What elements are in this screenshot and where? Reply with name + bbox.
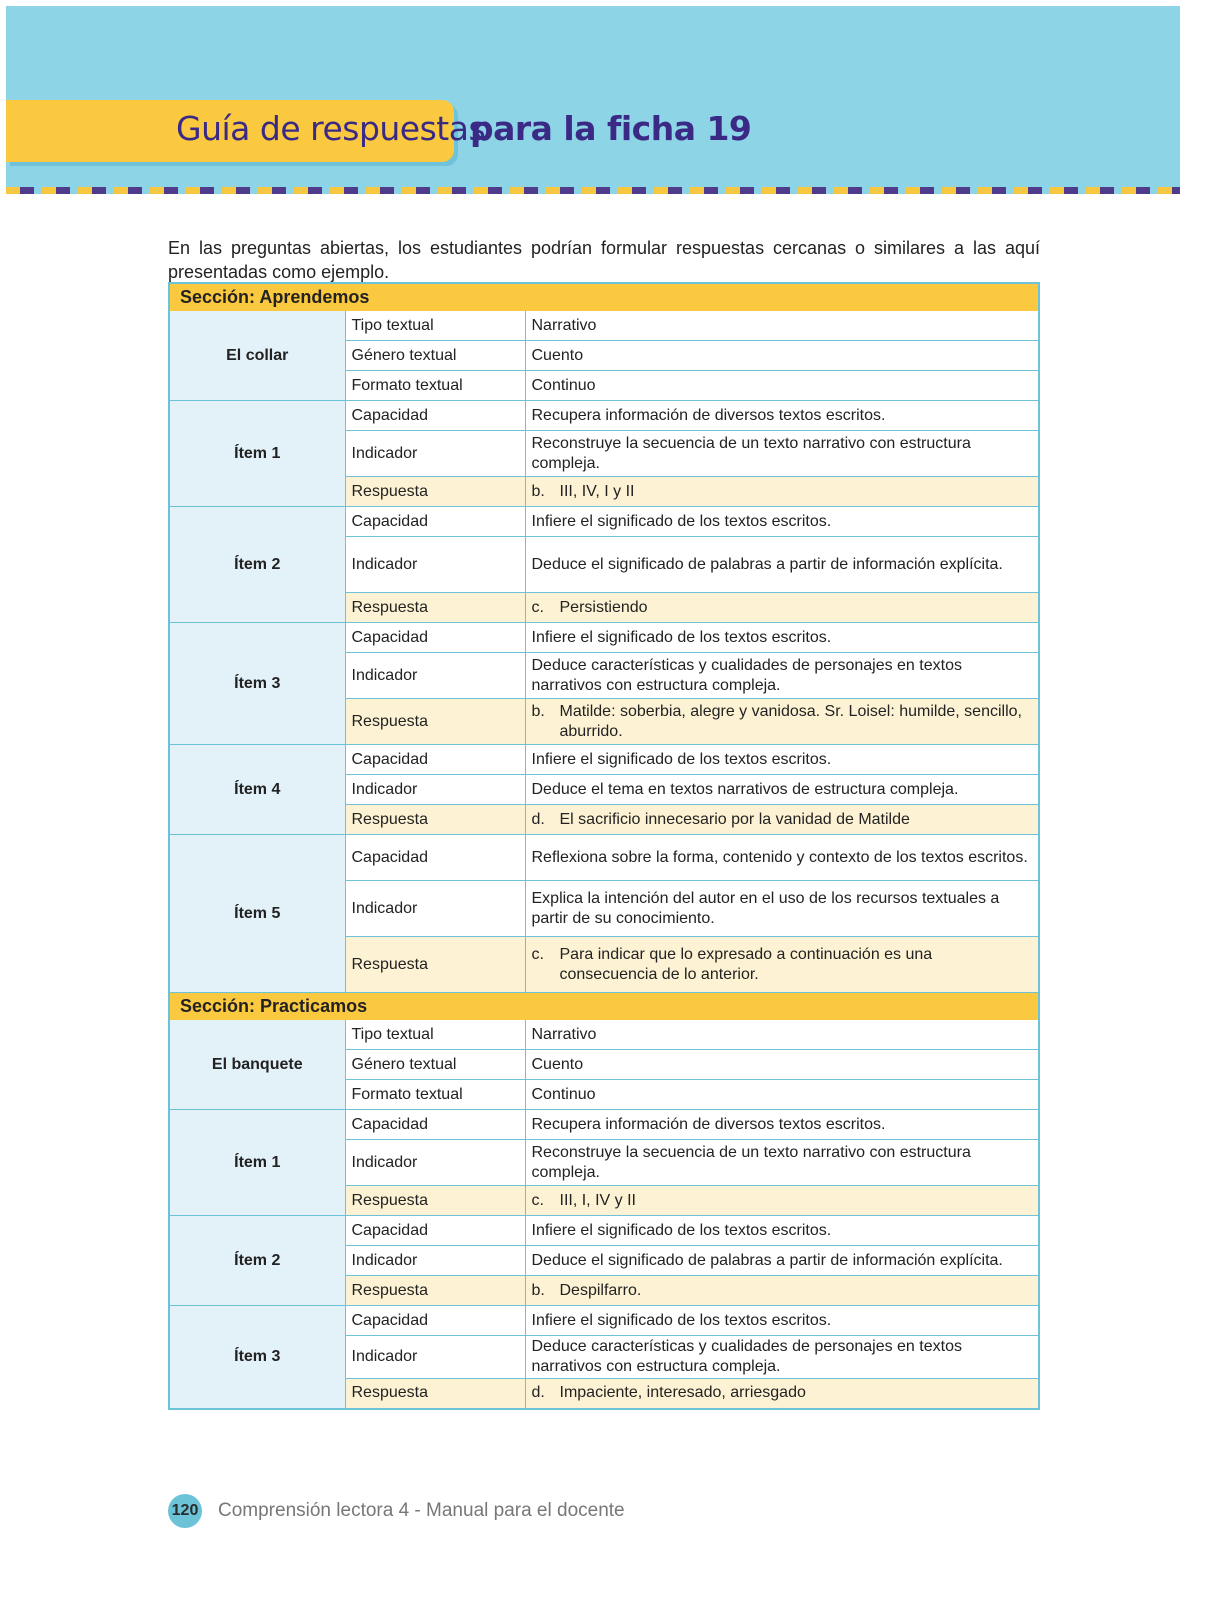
row-value: Explica la intención del autor en el uso de los recursos textuales a partir de su conocimiento. [525, 881, 1039, 937]
row-key: Indicador [345, 881, 525, 937]
page-number: 120 [168, 1494, 202, 1528]
row-key: Capacidad [345, 1110, 525, 1140]
row-key: Respuesta [345, 593, 525, 623]
answer-option: b. [531, 702, 545, 720]
row-value: Infiere el significado de los textos escritos. [525, 1216, 1039, 1246]
intro-paragraph: En las preguntas abiertas, los estudiantes podrían formular respuestas cercanas o similares a las aquí presentadas como ejemplo. [168, 238, 1040, 282]
group-label: Ítem 4 [169, 745, 345, 835]
row-key: Capacidad [345, 623, 525, 653]
row-value: Reflexiona sobre la forma, contenido y contexto de los textos escritos. [525, 835, 1039, 881]
row-value [525, 593, 1039, 623]
page-subtitle: para la ficha 19 [470, 109, 752, 148]
table-row [169, 1110, 1039, 1140]
row-value [525, 1186, 1039, 1216]
table-row [169, 507, 1039, 537]
row-value: Continuo [525, 1080, 1039, 1110]
answer-option: c. [531, 1191, 544, 1209]
row-key: Capacidad [345, 835, 525, 881]
group-label: Ítem 1 [169, 1110, 345, 1216]
row-value [525, 805, 1039, 835]
row-value: Deduce el tema en textos narrativos de estructura compleja. [525, 775, 1039, 805]
table-row [169, 623, 1039, 653]
answer-text: Matilde: soberbia, alegre y vanidosa. Sr. Loisel: humilde, sencillo, aburrido. [559, 702, 1022, 740]
page-title: Guía de respuestas [176, 109, 486, 148]
row-value: Infiere el significado de los textos escritos. [525, 745, 1039, 775]
row-value: Infiere el significado de los textos escritos. [525, 507, 1039, 537]
row-value: Infiere el significado de los textos escritos. [525, 1306, 1039, 1336]
table-row [169, 745, 1039, 775]
row-key: Formato textual [345, 371, 525, 401]
row-value: Deduce características y cualidades de personajes en textos narrativos con estructura compleja. [525, 653, 1039, 699]
row-key: Tipo textual [345, 311, 525, 341]
row-value: Cuento [525, 341, 1039, 371]
row-key: Capacidad [345, 1216, 525, 1246]
row-value: Deduce el significado de palabras a partir de información explícita. [525, 1246, 1039, 1276]
table-row [169, 1020, 1039, 1050]
row-value [525, 1276, 1039, 1306]
group-label: Ítem 2 [169, 1216, 345, 1306]
section-header: Sección: Aprendemos [169, 283, 1039, 311]
group-label: Ítem 3 [169, 1306, 345, 1409]
answer-text: III, IV, I y II [559, 482, 635, 500]
footer-text: Comprensión lectora 4 - Manual para el docente [218, 1500, 625, 1521]
group-label: Ítem 3 [169, 623, 345, 745]
table-row [169, 1216, 1039, 1246]
row-key: Capacidad [345, 507, 525, 537]
group-label: Ítem 2 [169, 507, 345, 623]
row-value [525, 1379, 1039, 1409]
row-key: Tipo textual [345, 1020, 525, 1050]
table-row [169, 835, 1039, 881]
row-value: Narrativo [525, 1020, 1039, 1050]
row-key: Género textual [345, 1050, 525, 1080]
row-key: Respuesta [345, 1276, 525, 1306]
row-key: Indicador [345, 1140, 525, 1186]
group-label: Ítem 1 [169, 401, 345, 507]
answer-option: b. [531, 1281, 545, 1299]
row-key: Indicador [345, 1246, 525, 1276]
table-row [169, 401, 1039, 431]
table-row [169, 1306, 1039, 1336]
row-key: Respuesta [345, 937, 525, 993]
row-key: Capacidad [345, 745, 525, 775]
group-label: Ítem 5 [169, 835, 345, 993]
row-value [525, 937, 1039, 993]
row-key: Indicador [345, 775, 525, 805]
row-value: Recupera información de diversos textos escritos. [525, 1110, 1039, 1140]
answer-option: b. [531, 482, 545, 500]
row-value [525, 477, 1039, 507]
answer-text: Despilfarro. [559, 1281, 642, 1299]
answer-text: Persistiendo [559, 598, 648, 616]
row-key: Respuesta [345, 1186, 525, 1216]
row-value: Deduce características y cualidades de personajes en textos narrativos con estructura compleja. [525, 1336, 1039, 1379]
group-label: El collar [169, 311, 345, 401]
row-value: Recupera información de diversos textos escritos. [525, 401, 1039, 431]
row-value: Reconstruye la secuencia de un texto narrativo con estructura compleja. [525, 431, 1039, 477]
row-key: Capacidad [345, 401, 525, 431]
answer-guide-table [168, 282, 1040, 1410]
row-key: Indicador [345, 537, 525, 593]
row-key: Indicador [345, 431, 525, 477]
row-key: Género textual [345, 341, 525, 371]
row-value: Deduce el significado de palabras a partir de información explícita. [525, 537, 1039, 593]
answer-text: Para indicar que lo expresado a continuación es una consecuencia de lo anterior. [559, 945, 933, 983]
answer-option: d. [531, 1384, 545, 1402]
row-key: Indicador [345, 653, 525, 699]
header-stripe [6, 187, 1180, 194]
answer-text: Impaciente, interesado, arriesgado [559, 1384, 806, 1402]
table-row [169, 311, 1039, 341]
row-value: Cuento [525, 1050, 1039, 1080]
row-value: Reconstruye la secuencia de un texto narrativo con estructura compleja. [525, 1140, 1039, 1186]
row-value [525, 699, 1039, 745]
group-label: El banquete [169, 1020, 345, 1110]
row-key: Indicador [345, 1336, 525, 1379]
answer-option: d. [531, 810, 545, 828]
row-key: Formato textual [345, 1080, 525, 1110]
answer-text: III, I, IV y II [559, 1191, 636, 1209]
row-value: Narrativo [525, 311, 1039, 341]
row-key: Respuesta [345, 477, 525, 507]
answer-option: c. [531, 945, 544, 963]
row-key: Respuesta [345, 1379, 525, 1409]
answer-option: c. [531, 598, 544, 616]
section-header: Sección: Practicamos [169, 993, 1039, 1020]
row-value: Infiere el significado de los textos escritos. [525, 623, 1039, 653]
row-key: Respuesta [345, 699, 525, 745]
row-key: Respuesta [345, 805, 525, 835]
answer-text: El sacrificio innecesario por la vanidad de Matilde [559, 810, 910, 828]
row-key: Capacidad [345, 1306, 525, 1336]
row-value: Continuo [525, 371, 1039, 401]
